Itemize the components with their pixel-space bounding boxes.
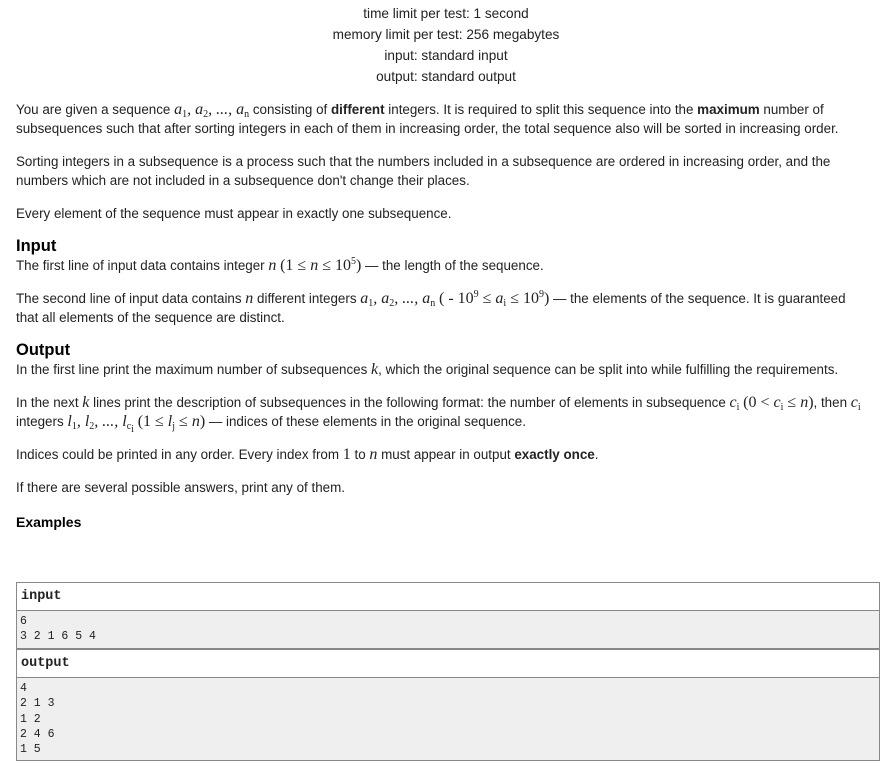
output-section-title: Output	[16, 341, 71, 359]
examples-title: Examples	[16, 514, 82, 530]
math-sequence: $a_1$, $a_2$, ..., $a_n$	[174, 101, 250, 120]
output-paragraph-4: If there are several possible answers, print any of them.	[16, 480, 345, 495]
problem-statement	[16, 100, 870, 531]
example-input-line: 3 2 1 6 5 4	[20, 630, 96, 644]
input-paragraph-1: The first line of input data contains integer n $(1 \le n \le 10^5)$ — the length of the sequence.	[16, 256, 544, 274]
output-paragraph-2: In the next k lines print the description of subsequences in the following format: the number of elements in subsequence $c_i$ $(0 < c_i \le n)$, then $c_i$ integers $l_1$, $l_2$, ..., $l_{c_i}$ $(1 \le l_j \le n)$ — indices of these elements in the original sequence.	[16, 394, 861, 435]
output-paragraph-3: Indices could be printed in any order. Every index from 1 to n must appear in output exactly once.	[16, 446, 599, 463]
output-spec: output: standard output	[376, 69, 516, 84]
example-output-line: 4	[20, 682, 27, 695]
input-paragraph-2: The second line of input data contains n different integers $a_1$, $a_2$, ..., $a_n$ ( - $10^9 \le a_i \le 10^9$) — the elements of the sequence. It is guaranteed that all elements of the sequence are distinct.	[16, 289, 846, 325]
input-spec: input: standard input	[384, 48, 508, 63]
example-output-label: output	[17, 650, 879, 678]
example-output-content[interactable]	[17, 678, 879, 760]
memory-limit: memory limit per test: 256 megabytes	[332, 27, 560, 42]
input-section-title: Input	[16, 237, 57, 255]
example-input-line: 6	[20, 615, 27, 628]
example-output-line: 2 4 6	[20, 727, 55, 741]
example-input-label: input	[17, 583, 879, 611]
example-output-line: 2 1 3	[20, 697, 55, 711]
math-n-range: $(1 \le n \le 10^5)$	[280, 256, 362, 274]
example-output-line: 1 5	[20, 743, 41, 757]
example-input-box	[16, 582, 880, 649]
example-input-content[interactable]	[17, 611, 879, 648]
time-limit: time limit per test: 1 second	[363, 6, 529, 21]
output-paragraph-1: In the first line print the maximum number of subsequences k, which the original sequence can be split into while fulfilling the requirements.	[16, 361, 839, 378]
statement-paragraph-1: You are given a sequence $a_1$, $a_2$, ..., $a_n$ consisting of different integers. It is required to split this sequence into the maximum number of subsequences such that after sorting integers in each of them in increasing order, the total sequence also will be sorted in increasing order.	[16, 101, 839, 136]
problem-header	[0, 0, 892, 87]
example-output-line: 1 2	[20, 712, 41, 726]
statement-paragraph-2: Sorting integers in a subsequence is a process such that the numbers included in a subsequence are ordered in increasing order, and the numbers which are not included in a subsequence don't change their places.	[16, 154, 831, 188]
example-output-box	[16, 649, 880, 761]
math-a-range: ( - $10^9 \le a_i \le 10^9$)	[438, 289, 550, 309]
statement-paragraph-3: Every element of the sequence must appear in exactly one subsequence.	[16, 206, 452, 221]
